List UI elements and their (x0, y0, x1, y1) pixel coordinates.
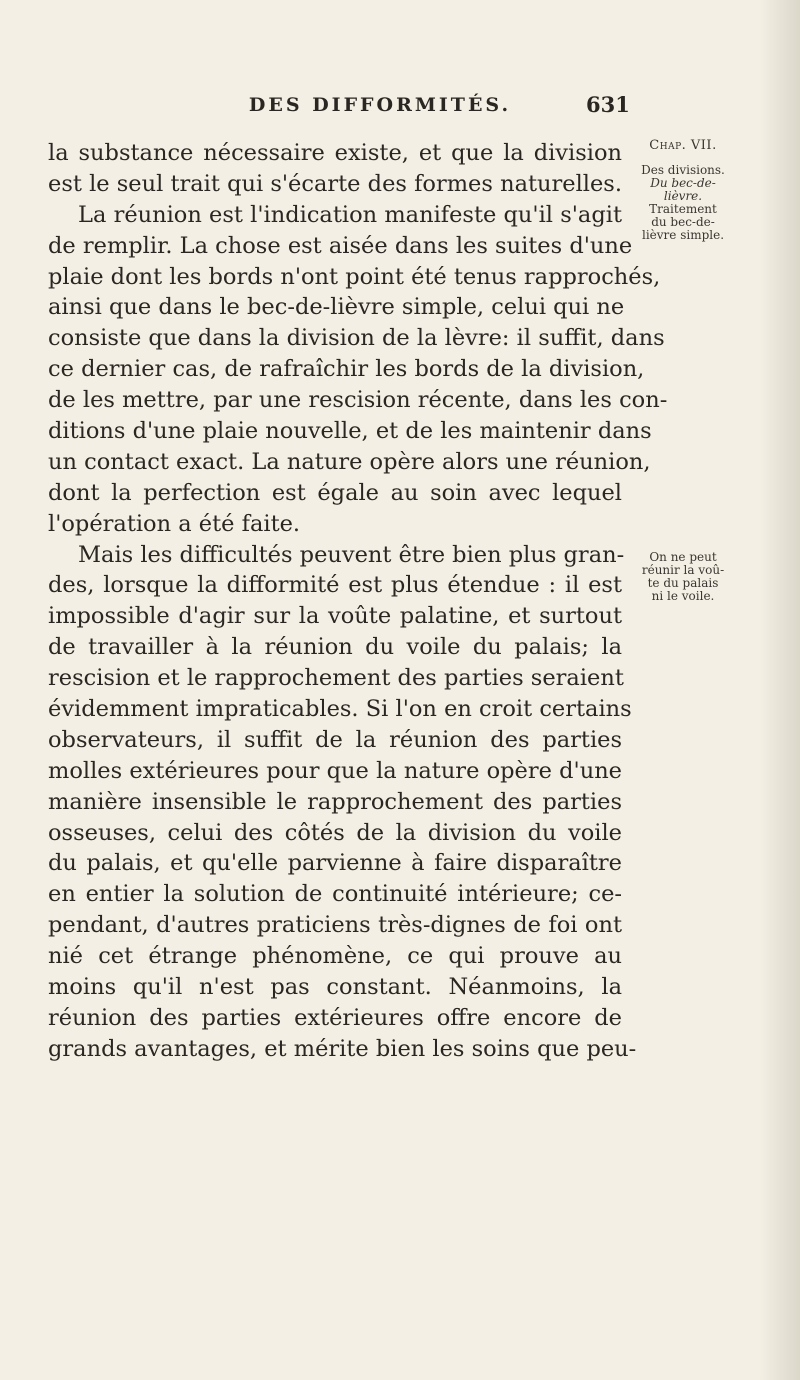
text-line: consiste que dans la division de la lèvre: il suffit, dans (48, 325, 665, 352)
text-line: ce dernier cas, de rafraîchir les bords de la division, (48, 356, 645, 383)
margin-note-line: On ne peut (649, 550, 717, 564)
text-line: manière insensible le rapprochement des parties (48, 788, 622, 815)
text-line: du palais, et qu'elle parvienne à faire disparaître (48, 850, 622, 877)
page-edge-shadow (760, 0, 800, 1380)
text-line: réunion des parties extérieures offre encore de (48, 1004, 622, 1031)
text-line: La réunion est l'indication manifeste qu'il s'agit (78, 201, 622, 228)
page-number: 631 (586, 92, 630, 117)
text-line: de travailler à la réunion du voile du palais; la (48, 634, 622, 661)
margin-note-line: Traitement (649, 202, 717, 216)
text-line: pendant, d'autres praticiens très-dignes de foi ont (48, 912, 622, 939)
text-line: ainsi que dans le bec-de-lièvre simple, celui qui ne (48, 294, 625, 321)
text-line: nié cet étrange phénomène, ce qui prouve au (48, 943, 622, 970)
text-line: ditions d'une plaie nouvelle, et de les maintenir dans (48, 418, 652, 445)
text-line: impossible d'agir sur la voûte palatine, et surtout (48, 603, 622, 630)
text-line: plaie dont les bords n'ont point été tenus rapprochés, (48, 263, 661, 290)
text-line: osseuses, celui des côtés de la division du voile (48, 819, 622, 846)
margin-note-divisions (630, 164, 736, 242)
text-line: est le seul trait qui s'écarte des formes naturelles. (48, 170, 622, 197)
chapter-label: Chap. VII. (649, 138, 717, 153)
text-line: un contact exact. La nature opère alors une réunion, (48, 448, 651, 475)
text-line: en entier la solution de continuité intérieure; ce- (48, 881, 622, 908)
text-line: molles extérieures pour que la nature opère d'une (48, 757, 622, 784)
margin-note-line: te du palais (647, 576, 719, 590)
text-line: l'opération a été faite. (48, 510, 301, 537)
margin-note-line: lièvre. (663, 189, 703, 203)
margin-note-line: Du bec-de- (650, 176, 716, 190)
text-line: des, lorsque la difformité est plus étendue : il est (48, 572, 622, 599)
text-line: moins qu'il n'est pas constant. Néanmoins, la (48, 974, 622, 1001)
running-title: DES DIFFORMITÉS. (248, 94, 512, 116)
margin-note-palate (630, 551, 736, 603)
margin-note-line: Des divisions. (641, 163, 725, 177)
text-line: grands avantages, et mérite bien les soins que peu- (48, 1035, 637, 1062)
margin-note-line: lièvre simple. (641, 228, 725, 242)
text-line: rescision et le rapprochement des parties seraient (48, 665, 624, 692)
body-text (48, 138, 668, 1065)
margin-note-line: ni le voile. (651, 589, 715, 603)
text-line: de remplir. La chose est aisée dans les suites d'une (48, 232, 633, 259)
text-line: la substance nécessaire existe, et que la division (48, 140, 622, 166)
text-line: évidemment impraticables. Si l'on en croit certains (48, 696, 632, 723)
text-line: observateurs, il suffit de la réunion des parties (48, 726, 622, 753)
margin-note-line: réunir la voû- (641, 563, 725, 577)
running-head (0, 94, 800, 124)
text-line: de les mettre, par une rescision récente, dans les con- (48, 387, 668, 414)
text-line: Mais les difficultés peuvent être bien plus gran- (78, 541, 625, 568)
margin-note-chapter (630, 139, 736, 152)
margin-note-line: du bec-de- (651, 215, 715, 229)
text-line: dont la perfection est égale au soin avec lequel (48, 479, 622, 506)
